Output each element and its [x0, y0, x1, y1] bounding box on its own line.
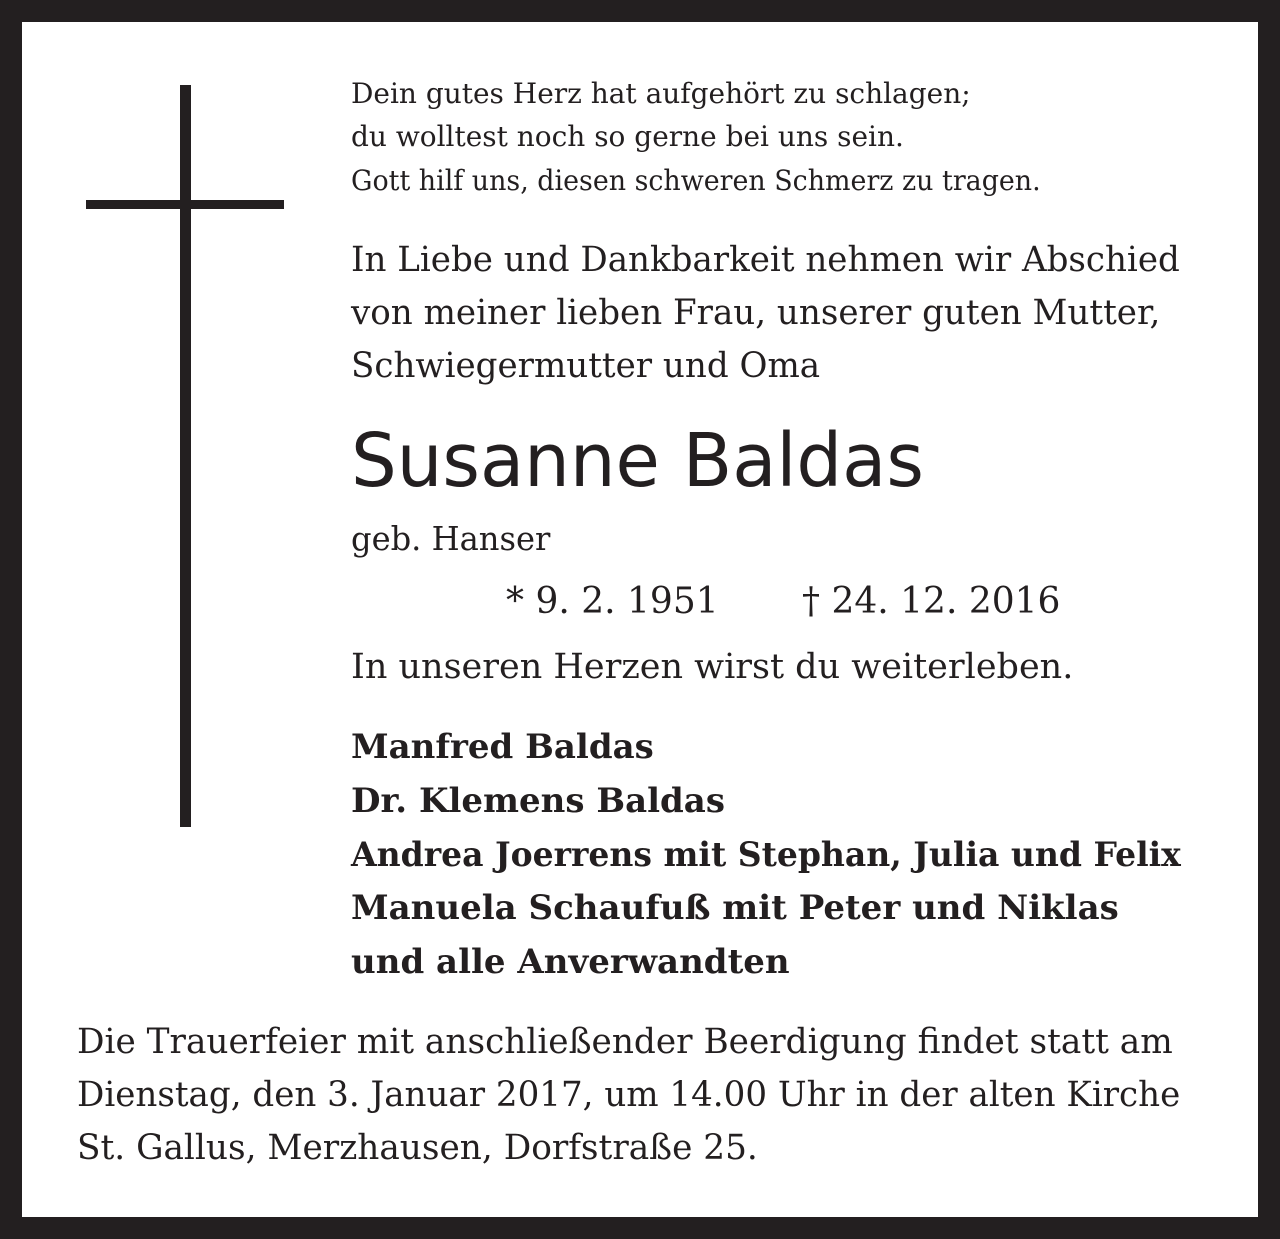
service-info-line: St. Gallus, Merzhausen, Dorfstraße 25. [77, 1128, 758, 1168]
farewell-intro-line: In Liebe und Dankbarkeit nehmen wir Abschied [351, 240, 1180, 280]
mourner-name: Dr. Klemens Baldas [351, 781, 725, 821]
deceased-name: Susanne Baldas [351, 418, 924, 504]
mourner-name: Andrea Joerrens mit Stephan, Julia und Felix [351, 835, 1181, 875]
cross-horizontal-bar [86, 200, 284, 209]
service-info-line: Dienstag, den 3. Januar 2017, um 14.00 Uhr in der alten Kirche [77, 1075, 1181, 1115]
poem-line: du wolltest noch so gerne bei uns sein. [351, 120, 904, 153]
death-date: † 24. 12. 2016 [802, 581, 1061, 622]
mourner-name: Manfred Baldas [351, 727, 654, 767]
farewell-intro-line: Schwiegermutter und Oma [351, 346, 821, 386]
closing-line: In unseren Herzen wirst du weiterleben. [351, 647, 1074, 687]
poem-line: Gott hilf uns, diesen schweren Schmerz zu tragen. [351, 164, 1041, 197]
mourner-name: Manuela Schaufuß mit Peter und Niklas [351, 888, 1119, 928]
poem-line: Dein gutes Herz hat aufgehört zu schlagen; [351, 77, 971, 110]
mourner-name: und alle Anverwandten [351, 942, 790, 982]
farewell-intro-line: von meiner lieben Frau, unserer guten Mutter, [351, 293, 1161, 333]
cross-vertical-bar [180, 85, 191, 827]
birth-date: * 9. 2. 1951 [506, 581, 719, 622]
maiden-name: geb. Hanser [351, 519, 551, 558]
service-info-line: Die Trauerfeier mit anschließender Beerdigung findet statt am [77, 1022, 1173, 1062]
